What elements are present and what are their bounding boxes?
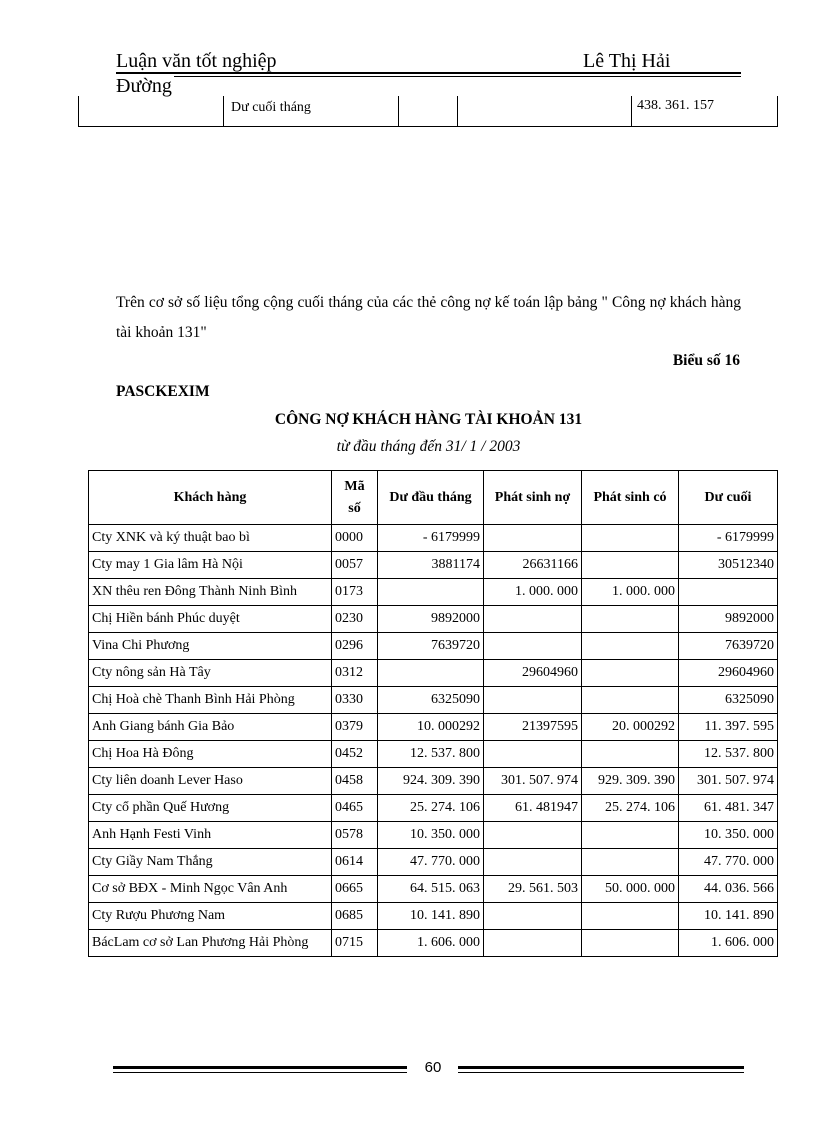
cell-code: 0000	[332, 525, 378, 552]
cell-code: 0715	[332, 930, 378, 957]
cell-closing: 10. 350. 000	[679, 822, 778, 849]
cell-code: 0458	[332, 768, 378, 795]
cell-customer: Cty nông sản Hà Tây	[89, 660, 332, 687]
header-thesis-title: Luận văn tốt nghiệp	[116, 50, 277, 72]
header-rule-thin	[116, 76, 741, 77]
footer-rule-left-thin	[113, 1072, 407, 1073]
table-row	[89, 849, 778, 876]
cell-credit	[582, 822, 679, 849]
cell-customer: XN thêu ren Đông Thành Ninh Bình	[89, 579, 332, 606]
cell-closing: 1. 606. 000	[679, 930, 778, 957]
col-header-opening: Dư đầu tháng	[378, 471, 484, 525]
table-row	[89, 687, 778, 714]
cell-opening: 10. 350. 000	[378, 822, 484, 849]
cell-credit: 1. 000. 000	[582, 579, 679, 606]
cell-opening: 3881174	[378, 552, 484, 579]
cell-opening: 10. 141. 890	[378, 903, 484, 930]
cell-opening: 64. 515. 063	[378, 876, 484, 903]
cell-debit: 29. 561. 503	[484, 876, 582, 903]
header-author-surname: Đường	[116, 75, 172, 97]
cell-debit	[484, 822, 582, 849]
cell-debit: 26631166	[484, 552, 582, 579]
table-row	[89, 822, 778, 849]
carryover-divider	[457, 96, 458, 126]
cell-closing: 9892000	[679, 606, 778, 633]
cell-code: 0452	[332, 741, 378, 768]
footer-rule-right-thick	[458, 1066, 744, 1069]
cell-code: 0173	[332, 579, 378, 606]
table-row	[89, 741, 778, 768]
cell-code: 0230	[332, 606, 378, 633]
cell-closing: 12. 537. 800	[679, 741, 778, 768]
cell-code: 0614	[332, 849, 378, 876]
cell-closing: 47. 770. 000	[679, 849, 778, 876]
cell-debit	[484, 741, 582, 768]
cell-opening: - 6179999	[378, 525, 484, 552]
cell-closing: - 6179999	[679, 525, 778, 552]
cell-opening: 924. 309. 390	[378, 768, 484, 795]
cell-code: 0379	[332, 714, 378, 741]
cell-customer: BácLam cơ sở Lan Phương Hải Phòng	[89, 930, 332, 957]
cell-debit	[484, 930, 582, 957]
cell-opening: 12. 537. 800	[378, 741, 484, 768]
table-row	[89, 795, 778, 822]
cell-customer: Cơ sở BĐX - Minh Ngọc Vân Anh	[89, 876, 332, 903]
cell-debit: 301. 507. 974	[484, 768, 582, 795]
cell-customer: Cty may 1 Gia lâm Hà Nội	[89, 552, 332, 579]
table-row	[89, 579, 778, 606]
table-row	[89, 525, 778, 552]
col-header-closing: Dư cuối	[679, 471, 778, 525]
cell-code: 0057	[332, 552, 378, 579]
cell-code: 0685	[332, 903, 378, 930]
header-rule-thick	[116, 72, 741, 74]
cell-debit	[484, 633, 582, 660]
intro-paragraph: Trên cơ sở số liệu tổng cộng cuối tháng của các thẻ công nợ kế toán lập bảng " Công nợ khách hàng tài khoản 131"	[116, 294, 741, 341]
report-period: từ đầu tháng đến 31/ 1 / 2003	[336, 438, 521, 455]
cell-credit	[582, 633, 679, 660]
table-row	[89, 903, 778, 930]
cell-debit	[484, 687, 582, 714]
cell-debit	[484, 525, 582, 552]
cell-credit	[582, 525, 679, 552]
carryover-divider	[398, 96, 399, 126]
cell-code: 0330	[332, 687, 378, 714]
cell-code: 0312	[332, 660, 378, 687]
receivables-table	[88, 470, 778, 957]
header-author-name: Lê Thị Hải	[583, 50, 671, 72]
table-row	[89, 660, 778, 687]
carryover-label: Dư cuối tháng	[231, 100, 311, 115]
footer-rule-left-thick	[113, 1066, 407, 1069]
cell-credit	[582, 849, 679, 876]
cell-credit: 20. 000292	[582, 714, 679, 741]
cell-customer: Cty Giầy Nam Thắng	[89, 849, 332, 876]
cell-credit	[582, 606, 679, 633]
col-header-credit: Phát sinh có	[582, 471, 679, 525]
cell-customer: Anh Hạnh Festi Vinh	[89, 822, 332, 849]
cell-closing: 30512340	[679, 552, 778, 579]
cell-credit: 25. 274. 106	[582, 795, 679, 822]
cell-credit: 50. 000. 000	[582, 876, 679, 903]
table-row	[89, 633, 778, 660]
cell-credit: 929. 309. 390	[582, 768, 679, 795]
cell-credit	[582, 660, 679, 687]
cell-closing: 61. 481. 347	[679, 795, 778, 822]
footer-rule-right-thin	[458, 1072, 744, 1073]
page-number: 60	[424, 1059, 442, 1076]
cell-opening: 25. 274. 106	[378, 795, 484, 822]
sheet-number: Biểu số 16	[672, 352, 740, 369]
carryover-value: 438. 361. 157	[637, 98, 714, 113]
cell-customer: Vina Chi Phương	[89, 633, 332, 660]
cell-code: 0296	[332, 633, 378, 660]
cell-opening: 9892000	[378, 606, 484, 633]
cell-opening: 6325090	[378, 687, 484, 714]
cell-code: 0665	[332, 876, 378, 903]
cell-customer: Anh Giang bánh Gia Bảo	[89, 714, 332, 741]
table-row	[89, 876, 778, 903]
cell-customer: Chị Hoa Hà Đông	[89, 741, 332, 768]
cell-debit: 1. 000. 000	[484, 579, 582, 606]
col-header-code: Mã số	[332, 471, 378, 525]
cell-customer: Cty XNK và ký thuật bao bì	[89, 525, 332, 552]
cell-code: 0465	[332, 795, 378, 822]
cell-debit	[484, 606, 582, 633]
cell-debit	[484, 849, 582, 876]
cell-opening	[378, 579, 484, 606]
cell-customer: Chị Hiền bánh Phúc duyệt	[89, 606, 332, 633]
cell-closing: 6325090	[679, 687, 778, 714]
table-row	[89, 768, 778, 795]
report-title: CÔNG NỢ KHÁCH HÀNG TÀI KHOẢN 131	[274, 411, 583, 428]
cell-closing	[679, 579, 778, 606]
cell-debit	[484, 903, 582, 930]
cell-debit: 21397595	[484, 714, 582, 741]
cell-closing: 10. 141. 890	[679, 903, 778, 930]
cell-opening: 7639720	[378, 633, 484, 660]
cell-closing: 7639720	[679, 633, 778, 660]
cell-customer: Cty Rượu Phương Nam	[89, 903, 332, 930]
cell-customer: Cty cổ phần Quế Hương	[89, 795, 332, 822]
cell-debit: 29604960	[484, 660, 582, 687]
carryover-divider	[631, 96, 632, 126]
table-row	[89, 930, 778, 957]
col-header-customer: Khách hàng	[89, 471, 332, 525]
carryover-divider	[223, 96, 224, 126]
cell-customer: Chị Hoà chè Thanh Bình Hải Phòng	[89, 687, 332, 714]
table-row	[89, 606, 778, 633]
cell-closing: 44. 036. 566	[679, 876, 778, 903]
cell-closing: 301. 507. 974	[679, 768, 778, 795]
table-row	[89, 552, 778, 579]
cell-closing: 29604960	[679, 660, 778, 687]
cell-customer: Cty liên doanh Lever Haso	[89, 768, 332, 795]
cell-debit: 61. 481947	[484, 795, 582, 822]
cell-code: 0578	[332, 822, 378, 849]
table-row	[89, 714, 778, 741]
company-name: PASCKEXIM	[116, 383, 210, 400]
cell-opening: 10. 000292	[378, 714, 484, 741]
cell-opening: 47. 770. 000	[378, 849, 484, 876]
cell-closing: 11. 397. 595	[679, 714, 778, 741]
col-header-debit: Phát sinh nợ	[484, 471, 582, 525]
cell-credit	[582, 552, 679, 579]
cell-credit	[582, 687, 679, 714]
cell-credit	[582, 903, 679, 930]
cell-opening	[378, 660, 484, 687]
cell-opening: 1. 606. 000	[378, 930, 484, 957]
cell-credit	[582, 741, 679, 768]
cell-credit	[582, 930, 679, 957]
